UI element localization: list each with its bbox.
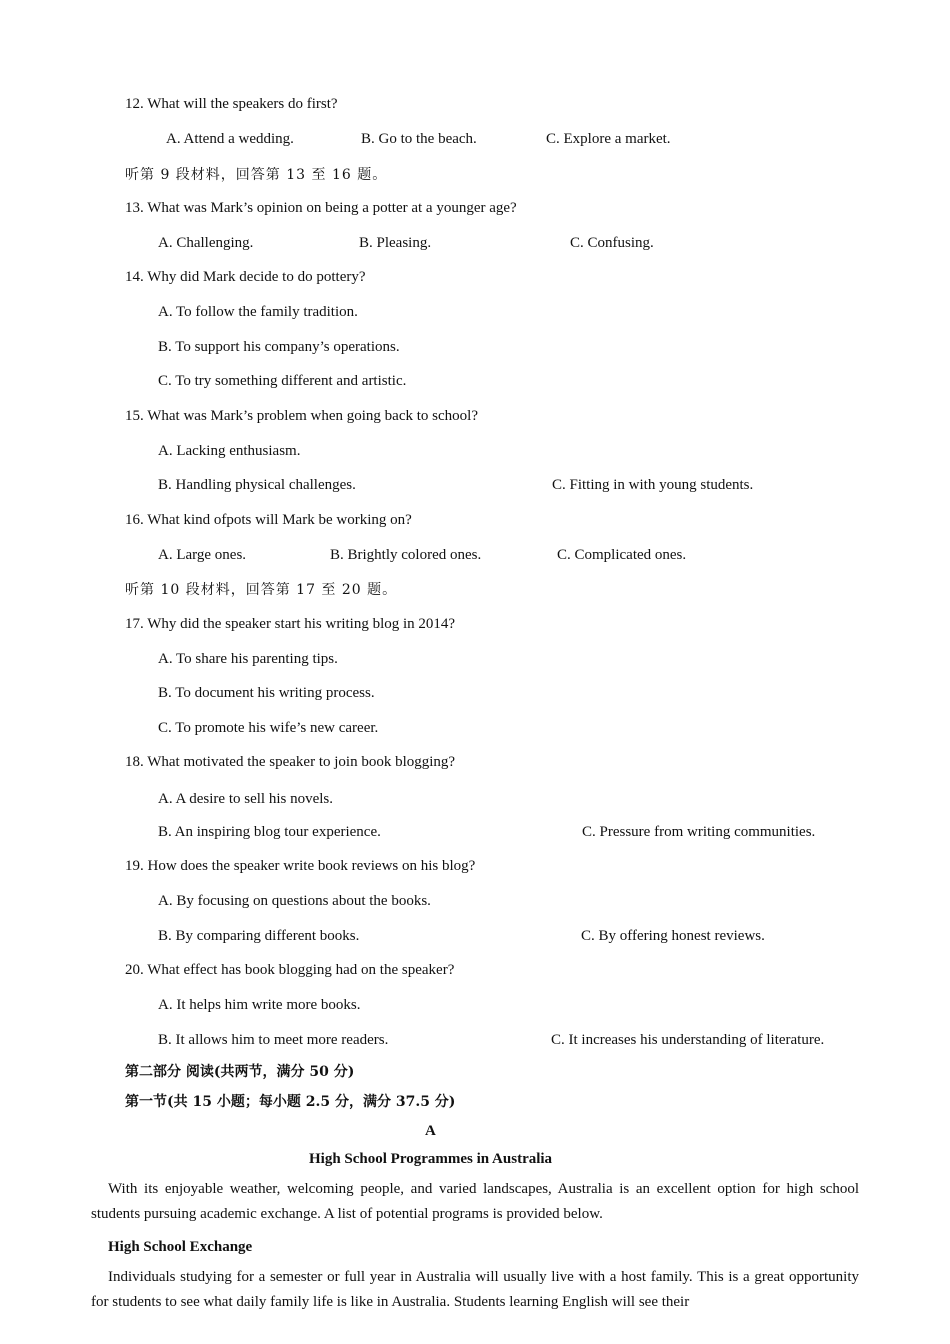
q17-option-c: C. To promote his wife’s new career. [158,720,379,736]
question-18: 18. What motivated the speaker to join book blogging? [125,754,456,770]
q12-option-c: C. Explore a market. [546,131,671,147]
q13-option-c: C. Confusing. [570,235,654,251]
q20-option-b: B. It allows him to meet more readers. [158,1032,389,1048]
passage-subheading: High School Exchange [108,1239,253,1255]
q16-option-b: B. Brightly colored ones. [330,547,482,563]
q19-option-b: B. By comparing different books. [158,928,360,944]
q15-option-b: B. Handling physical challenges. [158,477,356,493]
q15-option-c: C. Fitting in with young students. [552,477,754,493]
q17-option-b: B. To document his writing process. [158,685,375,701]
q18-option-b: B. An inspiring blog tour experience. [158,824,381,840]
question-17: 17. Why did the speaker start his writing blog in 2014? [125,616,456,632]
question-14: 14. Why did Mark decide to do pottery? [125,269,366,285]
question-16: 16. What kind ofpots will Mark be working on? [125,512,412,528]
section-1-heading: 第一节(共 15 小题；每小题 2.5 分，满分 37.5 分) [125,1094,456,1110]
section-9-instruction: 听第 9 段材料，回答第 13 至 16 题。 [125,167,388,183]
q18-option-c: C. Pressure from writing communities. [582,824,816,840]
q13-option-b: B. Pleasing. [359,235,432,251]
question-12: 12. What will the speakers do first? [125,96,338,112]
passage-body: Individuals studying for a semester or full year in Australia will usually live with a host family. This is a great opportunity for students to see what daily family life is like in Australia. Students learning English will see their [91,1269,859,1310]
passage-title: High School Programmes in Australia [309,1151,553,1167]
q20-option-c: C. It increases his understanding of literature. [551,1032,825,1048]
passage-intro: With its enjoyable weather, welcoming people, and varied landscapes, Australia is an excellent option for high school students pursuing academic exchange. A list of potential programs is provided below. [91,1181,859,1222]
question-19: 19. How does the speaker write book reviews on his blog? [125,858,476,874]
passage-letter: A [425,1123,436,1139]
q16-option-a: A. Large ones. [158,547,247,563]
q15-option-a: A. Lacking enthusiasm. [158,443,301,459]
q19-option-c: C. By offering honest reviews. [581,928,765,944]
q14-option-a: A. To follow the family tradition. [158,304,358,320]
q12-option-b: B. Go to the beach. [361,131,477,147]
section-10-instruction: 听第 10 段材料，回答第 17 至 20 题。 [125,582,398,598]
question-20: 20. What effect has book blogging had on the speaker? [125,962,455,978]
q14-option-c: C. To try something different and artistic. [158,373,407,389]
question-13: 13. What was Mark’s opinion on being a potter at a younger age? [125,200,517,216]
q13-option-a: A. Challenging. [158,235,254,251]
q18-option-a: A. A desire to sell his novels. [158,791,333,807]
q17-option-a: A. To share his parenting tips. [158,651,338,667]
q20-option-a: A. It helps him write more books. [158,997,361,1013]
q14-option-b: B. To support his company’s operations. [158,339,400,355]
part-2-heading: 第二部分 阅读(共两节，满分 50 分) [125,1064,355,1080]
question-15: 15. What was Mark’s problem when going back to school? [125,408,478,424]
q12-option-a: A. Attend a wedding. [166,131,294,147]
q16-option-c: C. Complicated ones. [557,547,687,563]
q19-option-a: A. By focusing on questions about the books. [158,893,431,909]
